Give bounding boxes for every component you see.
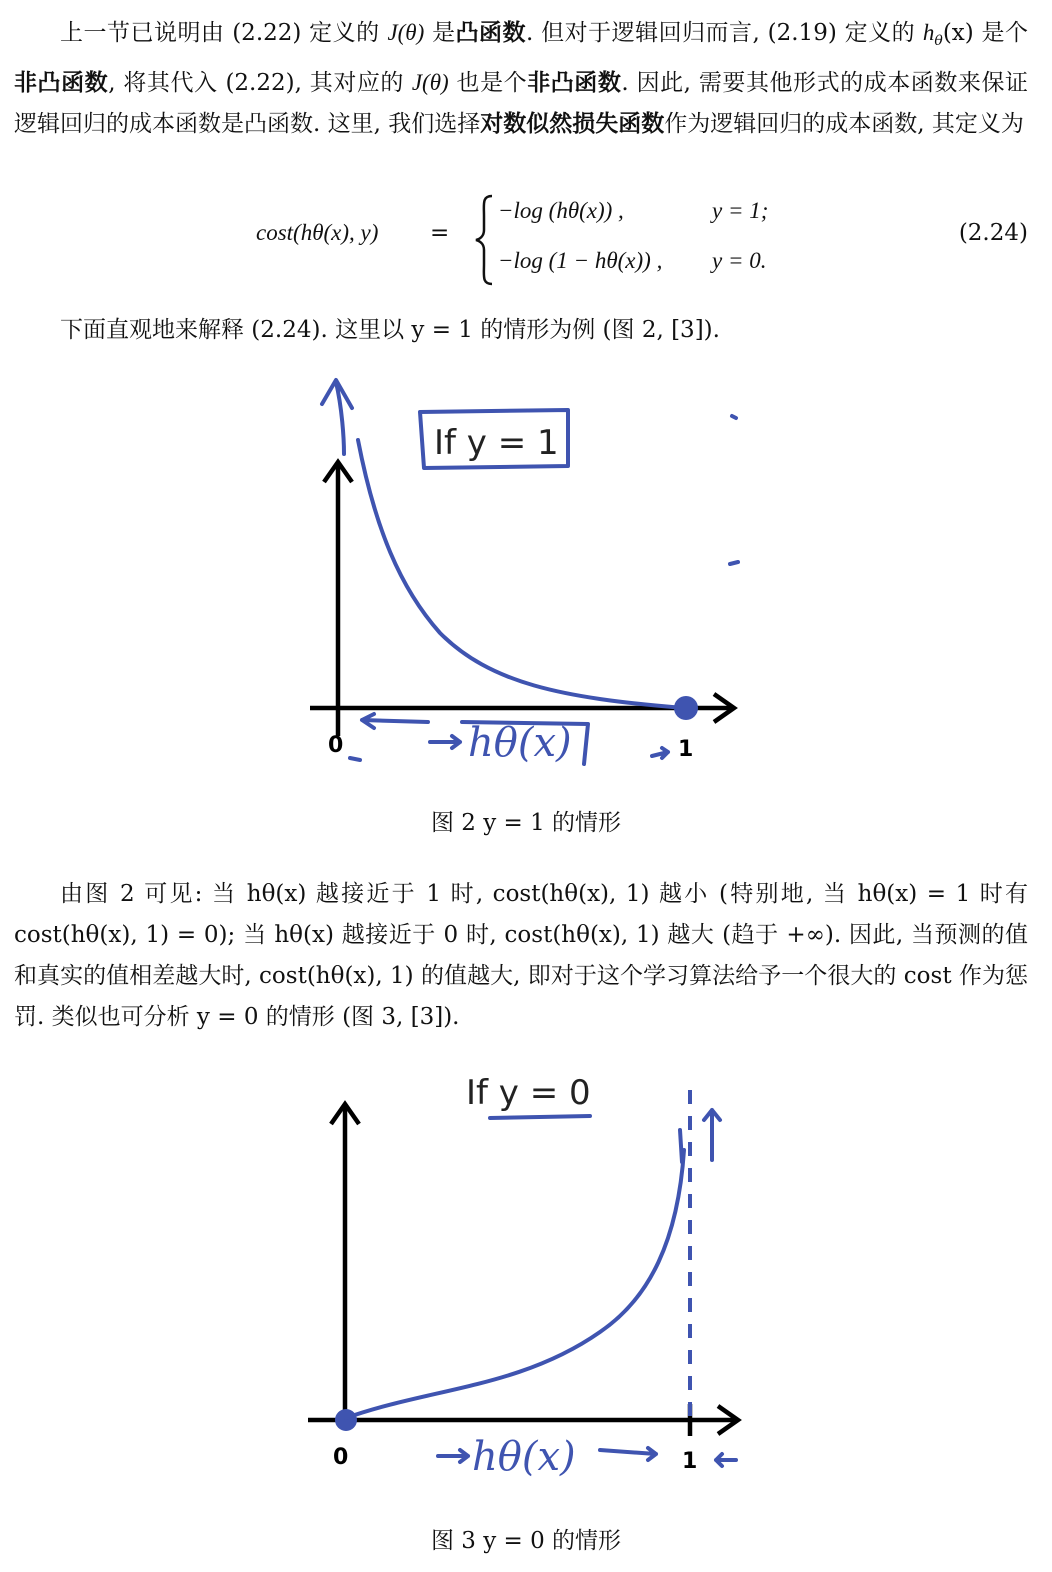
figure-3-y-equals-0 — [300, 1070, 760, 1490]
equation-number: (2.24) — [958, 220, 1028, 246]
right-arrow-icon — [600, 1448, 656, 1460]
math-j-theta: J(θ) — [387, 20, 425, 45]
figure-label: If y = 0 — [466, 1073, 591, 1113]
figure-3-caption — [0, 1522, 1052, 1555]
text-run: 是 — [424, 20, 456, 46]
math-j-theta: J(θ) — [411, 70, 449, 95]
hand-marks — [730, 416, 738, 564]
intro-paragraph — [14, 12, 1028, 145]
text-run: (x) 是个 — [942, 20, 1029, 46]
math-sub-theta: θ — [934, 33, 943, 49]
left-arrow-icon — [716, 1454, 736, 1466]
x-axis-label: hθ(x) — [472, 1434, 576, 1480]
x-tick-0: 0 — [333, 1445, 349, 1470]
equation-condition-1: y = 1; — [712, 198, 769, 223]
cost-curve — [346, 1150, 684, 1418]
x-tick-1: 1 — [678, 737, 694, 762]
x-tick-1: 1 — [682, 1449, 698, 1474]
text-run: . 但对于逻辑回归而言, (2.19) 定义的 — [526, 20, 923, 46]
equation-equals: = — [430, 220, 450, 246]
caption-text: 图 3 y = 0 的情形 — [430, 1528, 622, 1554]
x-tick-0: 0 — [328, 733, 344, 758]
x-axis-label: hθ(x) — [468, 720, 572, 766]
text-run: . 因此, 需要其他形式的成本函数来保证逻辑回归的成本函数是凸函数. 这里, 我们选择 — [14, 70, 1028, 137]
text-run: , 将其代入 (2.22), 其对应的 — [108, 70, 412, 96]
analysis-paragraph — [14, 874, 1028, 1038]
equation-case-1: −log (hθ(x)) , — [498, 198, 624, 223]
text-run: 也是个 — [448, 70, 528, 96]
bold-term-convex: 凸函数 — [455, 20, 527, 46]
right-arrow-icon — [438, 1450, 468, 1462]
left-arrow-icon — [362, 714, 428, 728]
equation-lhs: cost(hθ(x), y) — [256, 220, 379, 245]
small-arrow-icon — [652, 748, 668, 758]
math-h: h — [922, 20, 935, 45]
text-run: 上一节已说明由 (2.22) 定义的 — [60, 20, 388, 46]
right-arrow-icon — [350, 736, 460, 760]
caption-text: 图 2 y = 1 的情形 — [430, 810, 622, 836]
bold-term-log-loss: 对数似然损失函数 — [480, 111, 665, 137]
label-underline — [490, 1116, 590, 1118]
up-arrow-icon — [680, 1110, 720, 1162]
text-run: 作为逻辑回归的成本函数, 其定义为 — [664, 111, 1024, 137]
equation-2-24 — [0, 190, 1052, 290]
bold-term-nonconvex: 非凸函数 — [14, 70, 109, 96]
figure-2-y-equals-1 — [300, 368, 760, 778]
text-run: 下面直观地来解释 (2.24). 这里以 y = 1 的情形为例 (图 2, [3]). — [60, 317, 720, 343]
text-run: 由图 2 可见: 当 hθ(x) 越接近于 1 时, cost(hθ(x), 1) 越小 (特别地, 当 hθ(x) = 1 时有 cost(hθ(x), 1) = 0); 当 hθ(x) 越接近于 0 时, cost(hθ(x), 1) 越大 (趋于 +∞). 因此, 当预测的值和真实的值相差越大时, cost(hθ(x), 1) 的值越大, 即对于这个学习算法给予一个很大的 cost 作为惩罚. 类似也可分析 y = 0 的情形 (图 3, [3]). — [14, 881, 1028, 1030]
figure-2-caption — [0, 804, 1052, 837]
equation-condition-2: y = 0. — [712, 248, 767, 273]
endpoint-dot — [674, 696, 698, 720]
cost-curve — [358, 440, 684, 708]
figure-label: If y = 1 — [434, 423, 559, 463]
bold-term-nonconvex: 非凸函数 — [527, 70, 622, 96]
brace-icon — [474, 194, 496, 286]
explanation-paragraph — [14, 310, 1028, 351]
hand-arrow-icon — [322, 380, 352, 454]
equation-case-2: −log (1 − hθ(x)) , — [498, 248, 663, 273]
